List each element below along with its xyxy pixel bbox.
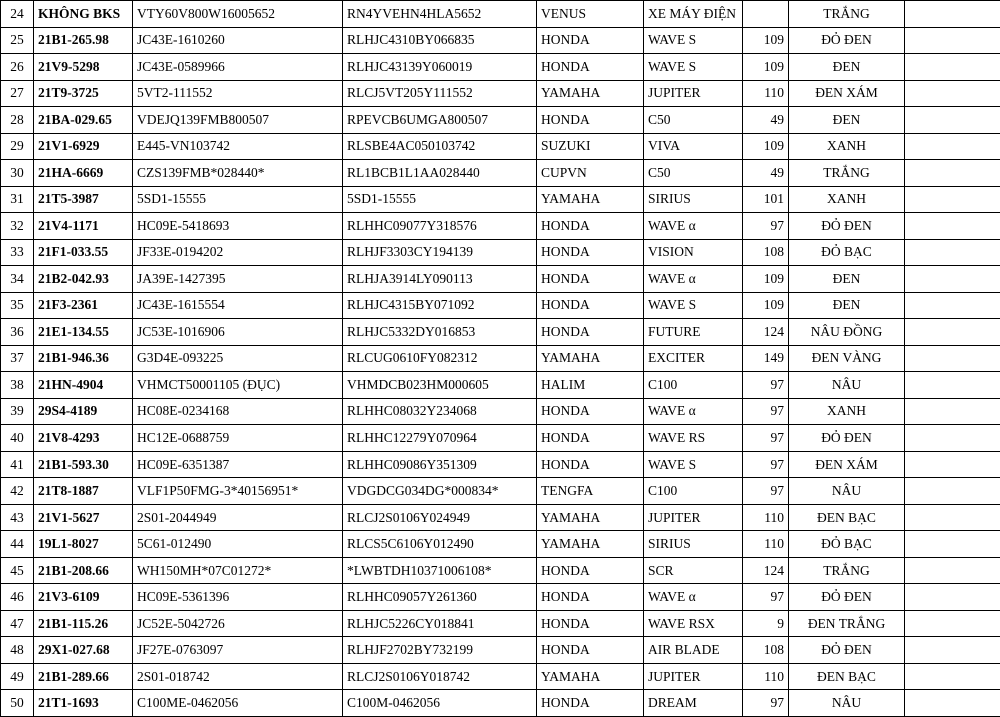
engine-capacity-cell: 109 xyxy=(743,133,789,160)
license-plate-cell: 21T8-1887 xyxy=(34,478,133,505)
note-cell xyxy=(905,292,1000,319)
license-plate-cell: 21BA-029.65 xyxy=(34,107,133,134)
engine-capacity-cell: 49 xyxy=(743,160,789,187)
table-row xyxy=(1,1,1000,28)
model-cell: FUTURE xyxy=(644,319,743,346)
note-cell xyxy=(905,27,1000,54)
license-plate-cell: 21B1-289.66 xyxy=(34,663,133,690)
row-number-cell: 25 xyxy=(1,27,34,54)
brand-cell: HONDA xyxy=(537,610,644,637)
license-plate-cell: 21HN-4904 xyxy=(34,372,133,399)
brand-cell: YAMAHA xyxy=(537,504,644,531)
brand-cell: HONDA xyxy=(537,425,644,452)
engine-number-cell: 2S01-018742 xyxy=(133,663,343,690)
table-row xyxy=(1,213,1000,240)
row-number-cell: 31 xyxy=(1,186,34,213)
engine-number-cell: JC53E-1016906 xyxy=(133,319,343,346)
license-plate-cell: 21B1-115.26 xyxy=(34,610,133,637)
model-cell: XE MÁY ĐIỆN xyxy=(644,1,743,28)
row-number-cell: 44 xyxy=(1,531,34,558)
model-cell: DREAM xyxy=(644,690,743,717)
brand-cell: TENGFA xyxy=(537,478,644,505)
engine-capacity-cell: 97 xyxy=(743,584,789,611)
table-row xyxy=(1,239,1000,266)
frame-number-cell: RLHHC09086Y351309 xyxy=(343,451,537,478)
note-cell xyxy=(905,425,1000,452)
row-number-cell: 30 xyxy=(1,160,34,187)
row-number-cell: 50 xyxy=(1,690,34,717)
brand-cell: YAMAHA xyxy=(537,186,644,213)
color-cell: ĐEN BẠC xyxy=(789,504,905,531)
note-cell xyxy=(905,1,1000,28)
brand-cell: HONDA xyxy=(537,27,644,54)
color-cell: ĐEN xyxy=(789,107,905,134)
license-plate-cell: 21V8-4293 xyxy=(34,425,133,452)
table-row xyxy=(1,425,1000,452)
frame-number-cell: RLCJ2S0106Y018742 xyxy=(343,663,537,690)
model-cell: SCR xyxy=(644,557,743,584)
color-cell: XANH xyxy=(789,398,905,425)
table-row xyxy=(1,478,1000,505)
color-cell: TRẮNG xyxy=(789,160,905,187)
table-body xyxy=(1,1,1000,717)
engine-number-cell: CZS139FMB*028440* xyxy=(133,160,343,187)
license-plate-cell: 21F3-2361 xyxy=(34,292,133,319)
engine-capacity-cell: 110 xyxy=(743,504,789,531)
note-cell xyxy=(905,345,1000,372)
frame-number-cell: RN4YVEHN4HLA5652 xyxy=(343,1,537,28)
brand-cell: YAMAHA xyxy=(537,663,644,690)
model-cell: WAVE α xyxy=(644,584,743,611)
engine-capacity-cell: 108 xyxy=(743,637,789,664)
license-plate-cell: 21T5-3987 xyxy=(34,186,133,213)
frame-number-cell: RLHJF2702BY732199 xyxy=(343,637,537,664)
color-cell: ĐEN xyxy=(789,54,905,81)
note-cell xyxy=(905,213,1000,240)
table-row xyxy=(1,186,1000,213)
engine-number-cell: VDEJQ139FMB800507 xyxy=(133,107,343,134)
frame-number-cell: RLHJC43139Y060019 xyxy=(343,54,537,81)
color-cell: ĐỎ ĐEN xyxy=(789,27,905,54)
model-cell: VISION xyxy=(644,239,743,266)
row-number-cell: 26 xyxy=(1,54,34,81)
model-cell: WAVE α xyxy=(644,213,743,240)
note-cell xyxy=(905,372,1000,399)
engine-capacity-cell: 97 xyxy=(743,398,789,425)
note-cell xyxy=(905,610,1000,637)
frame-number-cell: RLCS5C6106Y012490 xyxy=(343,531,537,558)
color-cell: ĐỎ ĐEN xyxy=(789,584,905,611)
table-row xyxy=(1,663,1000,690)
note-cell xyxy=(905,133,1000,160)
frame-number-cell: RLHHC09077Y318576 xyxy=(343,213,537,240)
note-cell xyxy=(905,451,1000,478)
frame-number-cell: RLHJC4315BY071092 xyxy=(343,292,537,319)
row-number-cell: 36 xyxy=(1,319,34,346)
engine-number-cell: E445-VN103742 xyxy=(133,133,343,160)
color-cell: ĐEN xyxy=(789,292,905,319)
frame-number-cell: *LWBTDH10371006108* xyxy=(343,557,537,584)
row-number-cell: 24 xyxy=(1,1,34,28)
table-row xyxy=(1,584,1000,611)
table-row xyxy=(1,107,1000,134)
note-cell xyxy=(905,557,1000,584)
engine-capacity-cell: 97 xyxy=(743,213,789,240)
note-cell xyxy=(905,637,1000,664)
color-cell: XANH xyxy=(789,186,905,213)
row-number-cell: 34 xyxy=(1,266,34,293)
model-cell: WAVE RS xyxy=(644,425,743,452)
color-cell: ĐEN XÁM xyxy=(789,80,905,107)
license-plate-cell: 29X1-027.68 xyxy=(34,637,133,664)
row-number-cell: 37 xyxy=(1,345,34,372)
table-row xyxy=(1,451,1000,478)
brand-cell: YAMAHA xyxy=(537,345,644,372)
engine-number-cell: 5SD1-15555 xyxy=(133,186,343,213)
engine-number-cell: HC12E-0688759 xyxy=(133,425,343,452)
frame-number-cell: RLSBE4AC050103742 xyxy=(343,133,537,160)
brand-cell: HONDA xyxy=(537,213,644,240)
color-cell: ĐEN TRẮNG xyxy=(789,610,905,637)
model-cell: C100 xyxy=(644,372,743,399)
license-plate-cell: 21HA-6669 xyxy=(34,160,133,187)
color-cell: ĐỎ ĐEN xyxy=(789,637,905,664)
license-plate-cell: 21F1-033.55 xyxy=(34,239,133,266)
model-cell: EXCITER xyxy=(644,345,743,372)
frame-number-cell: RLCJ5VT205Y111552 xyxy=(343,80,537,107)
row-number-cell: 49 xyxy=(1,663,34,690)
table-row xyxy=(1,531,1000,558)
table-row xyxy=(1,610,1000,637)
note-cell xyxy=(905,186,1000,213)
frame-number-cell: RLHHC12279Y070964 xyxy=(343,425,537,452)
color-cell: ĐEN xyxy=(789,266,905,293)
engine-number-cell: C100ME-0462056 xyxy=(133,690,343,717)
note-cell xyxy=(905,690,1000,717)
engine-number-cell: 5C61-012490 xyxy=(133,531,343,558)
color-cell: ĐEN BẠC xyxy=(789,663,905,690)
model-cell: C100 xyxy=(644,478,743,505)
model-cell: C50 xyxy=(644,160,743,187)
license-plate-cell: 21B1-265.98 xyxy=(34,27,133,54)
model-cell: WAVE S xyxy=(644,54,743,81)
row-number-cell: 42 xyxy=(1,478,34,505)
engine-capacity-cell: 101 xyxy=(743,186,789,213)
brand-cell: HONDA xyxy=(537,690,644,717)
frame-number-cell: 5SD1-15555 xyxy=(343,186,537,213)
table-row xyxy=(1,266,1000,293)
brand-cell: HONDA xyxy=(537,239,644,266)
model-cell: JUPITER xyxy=(644,504,743,531)
note-cell xyxy=(905,504,1000,531)
table-row xyxy=(1,27,1000,54)
brand-cell: HONDA xyxy=(537,584,644,611)
frame-number-cell: RL1BCB1L1AA028440 xyxy=(343,160,537,187)
engine-number-cell: JF27E-0763097 xyxy=(133,637,343,664)
license-plate-cell: 21T9-3725 xyxy=(34,80,133,107)
engine-capacity-cell: 110 xyxy=(743,80,789,107)
model-cell: WAVE α xyxy=(644,398,743,425)
engine-number-cell: JC43E-1615554 xyxy=(133,292,343,319)
license-plate-cell: 21V1-6929 xyxy=(34,133,133,160)
engine-capacity-cell: 109 xyxy=(743,54,789,81)
engine-capacity-cell: 49 xyxy=(743,107,789,134)
row-number-cell: 41 xyxy=(1,451,34,478)
model-cell: JUPITER xyxy=(644,663,743,690)
color-cell: NÂU xyxy=(789,478,905,505)
model-cell: WAVE S xyxy=(644,292,743,319)
color-cell: ĐEN XÁM xyxy=(789,451,905,478)
color-cell: TRẮNG xyxy=(789,1,905,28)
brand-cell: HONDA xyxy=(537,107,644,134)
engine-capacity-cell: 124 xyxy=(743,557,789,584)
brand-cell: VENUS xyxy=(537,1,644,28)
model-cell: VIVA xyxy=(644,133,743,160)
row-number-cell: 46 xyxy=(1,584,34,611)
note-cell xyxy=(905,160,1000,187)
license-plate-cell: 21V4-1171 xyxy=(34,213,133,240)
note-cell xyxy=(905,531,1000,558)
engine-number-cell: G3D4E-093225 xyxy=(133,345,343,372)
brand-cell: SUZUKI xyxy=(537,133,644,160)
model-cell: WAVE S xyxy=(644,451,743,478)
license-plate-cell: 29S4-4189 xyxy=(34,398,133,425)
engine-number-cell: JF33E-0194202 xyxy=(133,239,343,266)
license-plate-cell: 21B1-946.36 xyxy=(34,345,133,372)
color-cell: XANH xyxy=(789,133,905,160)
frame-number-cell: RLHJF3303CY194139 xyxy=(343,239,537,266)
table-row xyxy=(1,557,1000,584)
model-cell: JUPITER xyxy=(644,80,743,107)
row-number-cell: 48 xyxy=(1,637,34,664)
row-number-cell: 28 xyxy=(1,107,34,134)
license-plate-cell: KHÔNG BKS xyxy=(34,1,133,28)
brand-cell: HONDA xyxy=(537,292,644,319)
frame-number-cell: C100M-0462056 xyxy=(343,690,537,717)
color-cell: NÂU xyxy=(789,372,905,399)
color-cell: NÂU xyxy=(789,690,905,717)
engine-capacity-cell: 124 xyxy=(743,319,789,346)
engine-number-cell: 5VT2-111552 xyxy=(133,80,343,107)
note-cell xyxy=(905,239,1000,266)
note-cell xyxy=(905,478,1000,505)
engine-number-cell: JA39E-1427395 xyxy=(133,266,343,293)
engine-capacity-cell: 97 xyxy=(743,425,789,452)
color-cell: ĐỎ ĐEN xyxy=(789,425,905,452)
note-cell xyxy=(905,266,1000,293)
engine-number-cell: VTY60V800W16005652 xyxy=(133,1,343,28)
engine-number-cell: WH150MH*07C01272* xyxy=(133,557,343,584)
table-row xyxy=(1,398,1000,425)
frame-number-cell: RLHJC5332DY016853 xyxy=(343,319,537,346)
brand-cell: YAMAHA xyxy=(537,531,644,558)
frame-number-cell: VDGDCG034DG*000834* xyxy=(343,478,537,505)
engine-capacity-cell: 109 xyxy=(743,27,789,54)
note-cell xyxy=(905,107,1000,134)
license-plate-cell: 19L1-8027 xyxy=(34,531,133,558)
engine-capacity-cell: 97 xyxy=(743,478,789,505)
model-cell: WAVE S xyxy=(644,27,743,54)
brand-cell: HONDA xyxy=(537,398,644,425)
note-cell xyxy=(905,584,1000,611)
engine-number-cell: HC09E-5418693 xyxy=(133,213,343,240)
model-cell: WAVE RSX xyxy=(644,610,743,637)
table-row xyxy=(1,372,1000,399)
engine-number-cell: VHMCT50001105 (ĐỤC) xyxy=(133,372,343,399)
brand-cell: HONDA xyxy=(537,557,644,584)
license-plate-cell: 21V1-5627 xyxy=(34,504,133,531)
model-cell: C50 xyxy=(644,107,743,134)
table-row xyxy=(1,133,1000,160)
engine-capacity-cell: 97 xyxy=(743,372,789,399)
engine-number-cell: HC09E-5361396 xyxy=(133,584,343,611)
row-number-cell: 38 xyxy=(1,372,34,399)
table-row xyxy=(1,160,1000,187)
frame-number-cell: RLHHC09057Y261360 xyxy=(343,584,537,611)
note-cell xyxy=(905,80,1000,107)
table-row xyxy=(1,292,1000,319)
table-row xyxy=(1,637,1000,664)
license-plate-cell: 21E1-134.55 xyxy=(34,319,133,346)
frame-number-cell: RLHHC08032Y234068 xyxy=(343,398,537,425)
model-cell: SIRIUS xyxy=(644,186,743,213)
table-row xyxy=(1,690,1000,717)
row-number-cell: 43 xyxy=(1,504,34,531)
model-cell: AIR BLADE xyxy=(644,637,743,664)
engine-capacity-cell: 108 xyxy=(743,239,789,266)
row-number-cell: 45 xyxy=(1,557,34,584)
brand-cell: HONDA xyxy=(537,54,644,81)
engine-number-cell: VLF1P50FMG-3*40156951* xyxy=(133,478,343,505)
engine-number-cell: HC09E-6351387 xyxy=(133,451,343,478)
license-plate-cell: 21V9-5298 xyxy=(34,54,133,81)
brand-cell: HONDA xyxy=(537,319,644,346)
engine-number-cell: JC43E-1610260 xyxy=(133,27,343,54)
color-cell: ĐỎ BẠC xyxy=(789,239,905,266)
brand-cell: HONDA xyxy=(537,451,644,478)
color-cell: ĐEN VÀNG xyxy=(789,345,905,372)
engine-capacity-cell: 97 xyxy=(743,690,789,717)
table-row xyxy=(1,345,1000,372)
engine-capacity-cell: 110 xyxy=(743,531,789,558)
note-cell xyxy=(905,319,1000,346)
license-plate-cell: 21B1-593.30 xyxy=(34,451,133,478)
frame-number-cell: VHMDCB023HM000605 xyxy=(343,372,537,399)
license-plate-cell: 21V3-6109 xyxy=(34,584,133,611)
frame-number-cell: RLCJ2S0106Y024949 xyxy=(343,504,537,531)
engine-capacity-cell: 110 xyxy=(743,663,789,690)
brand-cell: CUPVN xyxy=(537,160,644,187)
engine-number-cell: 2S01-2044949 xyxy=(133,504,343,531)
row-number-cell: 33 xyxy=(1,239,34,266)
row-number-cell: 29 xyxy=(1,133,34,160)
table-row xyxy=(1,504,1000,531)
engine-capacity-cell: 9 xyxy=(743,610,789,637)
license-plate-cell: 21B2-042.93 xyxy=(34,266,133,293)
license-plate-cell: 21T1-1693 xyxy=(34,690,133,717)
row-number-cell: 40 xyxy=(1,425,34,452)
engine-number-cell: JC52E-5042726 xyxy=(133,610,343,637)
model-cell: SIRIUS xyxy=(644,531,743,558)
frame-number-cell: RLHJC4310BY066835 xyxy=(343,27,537,54)
engine-capacity-cell: 109 xyxy=(743,292,789,319)
table-row xyxy=(1,54,1000,81)
frame-number-cell: RPEVCB6UMGA800507 xyxy=(343,107,537,134)
row-number-cell: 47 xyxy=(1,610,34,637)
engine-number-cell: JC43E-0589966 xyxy=(133,54,343,81)
color-cell: TRẮNG xyxy=(789,557,905,584)
color-cell: NÂU ĐỒNG xyxy=(789,319,905,346)
table-row xyxy=(1,319,1000,346)
row-number-cell: 32 xyxy=(1,213,34,240)
color-cell: ĐỎ ĐEN xyxy=(789,213,905,240)
brand-cell: HALIM xyxy=(537,372,644,399)
model-cell: WAVE α xyxy=(644,266,743,293)
note-cell xyxy=(905,663,1000,690)
color-cell: ĐỎ BẠC xyxy=(789,531,905,558)
frame-number-cell: RLCUG0610FY082312 xyxy=(343,345,537,372)
brand-cell: HONDA xyxy=(537,266,644,293)
note-cell xyxy=(905,398,1000,425)
row-number-cell: 39 xyxy=(1,398,34,425)
row-number-cell: 27 xyxy=(1,80,34,107)
engine-number-cell: HC08E-0234168 xyxy=(133,398,343,425)
engine-capacity-cell xyxy=(743,1,789,28)
brand-cell: YAMAHA xyxy=(537,80,644,107)
license-plate-cell: 21B1-208.66 xyxy=(34,557,133,584)
row-number-cell: 35 xyxy=(1,292,34,319)
engine-capacity-cell: 149 xyxy=(743,345,789,372)
brand-cell: HONDA xyxy=(537,637,644,664)
frame-number-cell: RLHJC5226CY018841 xyxy=(343,610,537,637)
frame-number-cell: RLHJA3914LY090113 xyxy=(343,266,537,293)
note-cell xyxy=(905,54,1000,81)
table-row xyxy=(1,80,1000,107)
engine-capacity-cell: 109 xyxy=(743,266,789,293)
engine-capacity-cell: 97 xyxy=(743,451,789,478)
